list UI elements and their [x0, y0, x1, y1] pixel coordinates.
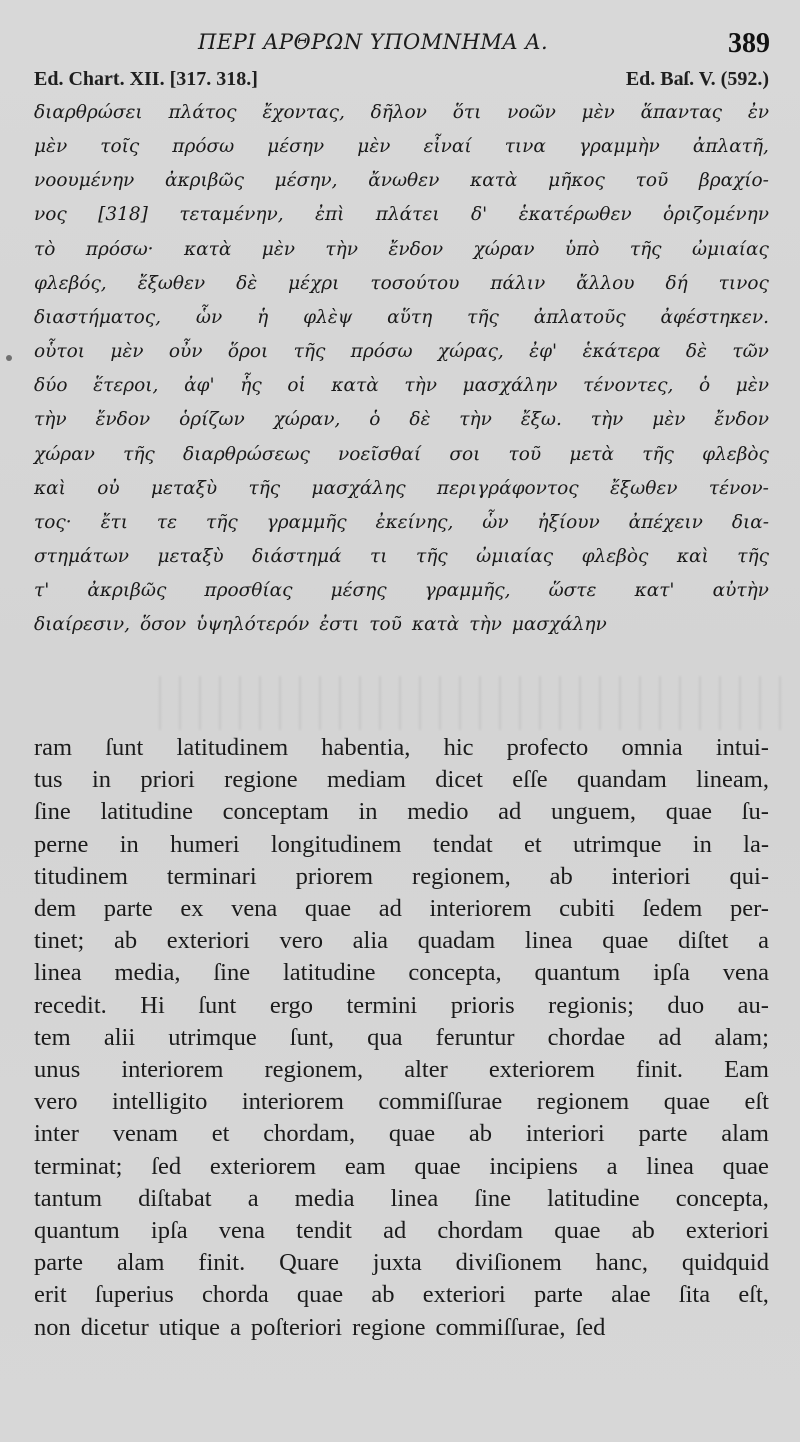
latin-text-line: perne in humeri longitudinem tendat et utrimque in la-: [34, 830, 769, 858]
latin-text-line: ram ſunt latitudinem habentia, hic profecto omnia intui-: [34, 734, 769, 761]
latin-text-line: inter venam et chordam, quae ab interiori parte alam: [34, 1120, 769, 1148]
greek-text-line: τὴν ἔνδον ὁρίζων χώραν, ὁ δὲ τὴν ἔξω. τὴν μὲν ἔνδον: [34, 409, 769, 431]
margin-dot: [6, 355, 12, 361]
edition-reference-basel: Ed. Baſ. V. (592.): [625, 68, 769, 90]
latin-text-line: tem alii utrimque ſunt, qua feruntur chordae ad alam;: [34, 1023, 769, 1051]
latin-text-line: tantum diſtabat a media linea ſine latitudine concepta,: [34, 1184, 769, 1212]
greek-text-line: διαίρεσιν, ὅσον ὑψηλότερόν ἐστι τοῦ κατὰ τὴν μασχάλην: [34, 614, 607, 636]
latin-text-line: erit ſuperius chorda quae ab exteriori parte alae ſita eſt,: [34, 1281, 769, 1309]
greek-text-line: διαστήματος, ὧν ἡ φλὲψ αὕτη τῆς ἀπλατοῦς ἀφέστηκεν.: [34, 306, 769, 328]
latin-text-line: non dicetur utique a poſteriori regione commiſſurae, ſed: [34, 1313, 606, 1341]
latin-text-line: dem parte ex vena quae ad interiorem cubiti ſedem per-: [34, 895, 769, 923]
show-through-bleed: [150, 676, 790, 730]
edition-reference-line: [34, 68, 769, 96]
greek-text-line: στημάτων μεταξὺ διάστημά τι τῆς ὠμιαίας φλεβὸς καὶ τῆς: [34, 546, 769, 568]
greek-text-line: νοουμένην ἀκριβῶς μέσην, ἄνωθεν κατὰ μῆκος τοῦ βραχίο-: [34, 170, 769, 192]
latin-text-line: vero intelligito interiorem commiſſurae regionem quae eſt: [34, 1088, 769, 1116]
greek-text-line: τος· ἔτι τε τῆς γραμμῆς ἐκείνης, ὧν ἠξίουν ἀπέχειν δια-: [34, 511, 769, 533]
running-head: [0, 28, 800, 68]
latin-text-line: recedit. Hi ſunt ergo termini prioris regionis; duo au-: [34, 991, 769, 1019]
running-title: ΠΕΡΙ ΑΡΘΡΩΝ ΥΠΟΜΝΗΜΑ Α.: [198, 30, 549, 54]
latin-text-line: tus in priori regione mediam dicet eſſe quandam lineam,: [34, 766, 769, 794]
greek-text-line: χώραν τῆς διαρθρώσεως νοεῖσθαί σοι τοῦ μετὰ τῆς φλεβὸς: [34, 443, 769, 465]
latin-text-line: tinet; ab exteriori vero alia quadam linea quae diſtet a: [34, 927, 769, 955]
latin-text-line: terminat; ſed exteriorem eam quae incipiens a linea quae: [34, 1152, 769, 1180]
greek-text-line: φλεβός, ἔξωθεν δὲ μέχρι τοσούτου πάλιν ἄλλου δή τινος: [34, 272, 769, 294]
greek-text-block: [34, 96, 769, 643]
greek-text-line: δύο ἕτεροι, ἀφ' ἧς οἱ κατὰ τὴν μασχάλην τένοντες, ὁ μὲν: [34, 375, 769, 397]
page-number: 389: [728, 28, 770, 59]
latin-text-line: unus interiorem regionem, alter exteriorem finit. Eam: [34, 1056, 769, 1084]
greek-text-line: οὗτοι μὲν οὖν ὅροι τῆς πρόσω χώρας, ἐφ' ἑκάτερα δὲ τῶν: [34, 341, 769, 363]
greek-text-line: καὶ οὐ μεταξὺ τῆς μασχάλης περιγράφοντος ἔξωθεν τένον-: [34, 477, 769, 499]
edition-reference-chartier: Ed. Chart. XII. [317. 318.]: [34, 68, 258, 90]
greek-text-line: διαρθρώσει πλάτος ἔχοντας, δῆλον ὅτι νοῶν μὲν ἅπαντας ἐν: [34, 102, 769, 123]
greek-text-line: μὲν τοῖς πρόσω μέσην μὲν εἶναί τινα γραμμὴν ἀπλατῆ,: [34, 136, 769, 158]
latin-text-line: linea media, ſine latitudine concepta, quantum ipſa vena: [34, 959, 769, 987]
latin-text-line: parte alam finit. Quare juxta diviſionem hanc, quidquid: [34, 1249, 769, 1277]
greek-text-line: νος [318] τεταμένην, ἐπὶ πλάτει δ' ἑκατέρωθεν ὁριζομένην: [34, 204, 769, 226]
latin-text-line: titudinem terminari priorem regionem, ab interiori qui-: [34, 862, 769, 890]
greek-text-line: τὸ πρόσω· κατὰ μὲν τὴν ἔνδον χώραν ὑπὸ τῆς ὠμιαίας: [34, 238, 769, 260]
greek-text-line: τ' ἀκριβῶς προσθίας μέσης γραμμῆς, ὥστε κατ' αὐτὴν: [34, 580, 769, 602]
latin-text-line: ſine latitudine conceptam in medio ad unguem, quae ſu-: [34, 798, 769, 826]
latin-text-line: quantum ipſa vena tendit ad chordam quae ab exteriori: [34, 1217, 769, 1245]
latin-text-block: [34, 732, 769, 1344]
